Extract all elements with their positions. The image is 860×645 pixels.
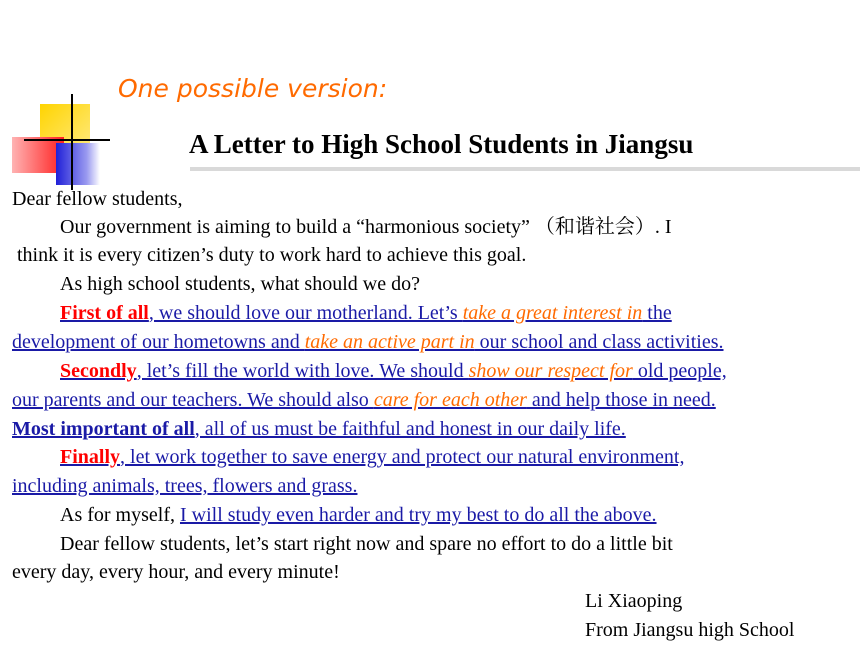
line-finally: Finally, let work together to save energy and protect our natural environment, [60,446,685,468]
logo-horizontal-line [24,139,110,141]
signature-name: Li Xiaoping [585,590,683,612]
title-underline-rule [190,167,860,171]
paragraph-1-line-2: think it is every citizen’s duty to work hard to achieve this goal. [17,244,527,266]
line-most-important: Most important of all, all of us must be faithful and honest in our daily life. [12,418,626,440]
keyword-most-important: Most important of all [12,418,195,440]
phrase-active-part: take an active part in [304,331,475,353]
line-our-parents: our parents and our teachers. We should also care for each other and help those in need. [12,389,716,411]
keyword-secondly: Secondly [60,360,137,382]
phrase-show-respect: show our respect for [468,360,633,382]
line-including: including animals, trees, flowers and grass. [12,475,358,497]
logo-vertical-line [71,94,73,190]
phrase-take-interest: take a great interest in [462,302,643,324]
closing-line-2: every day, every hour, and every minute! [12,561,340,583]
logo-blue-square [56,143,100,185]
paragraph-1-line-1: Our government is aiming to build a “harmonious society” （和谐社会）. I [60,216,672,238]
signature-from: From Jiangsu high School [585,619,795,641]
phrase-care-each-other: care for each other [373,389,527,411]
keyword-finally: Finally [60,446,121,468]
keyword-first-of-all: First of all [60,302,149,324]
greeting: Dear fellow students, [12,188,183,210]
phrase-study-harder: I will study even harder and try my best to do all the above. [179,504,657,526]
line-development: development of our hometowns and take an active part in our school and class activities. [12,331,724,353]
line-first-of-all: First of all, we should love our motherland. Let’s take a great interest in the [60,302,672,324]
page-title: A Letter to High School Students in Jiangsu [189,129,694,159]
subtitle: One possible version: [118,74,388,103]
line-secondly: Secondly, let’s fill the world with love. We should show our respect for old people, [60,360,727,382]
line-as-for-myself: As for myself, I will study even harder and try my best to do all the above. [60,504,657,526]
paragraph-2: As high school students, what should we do? [60,273,420,295]
closing-line-1: Dear fellow students, let’s start right now and spare no effort to do a little bit [60,533,673,555]
